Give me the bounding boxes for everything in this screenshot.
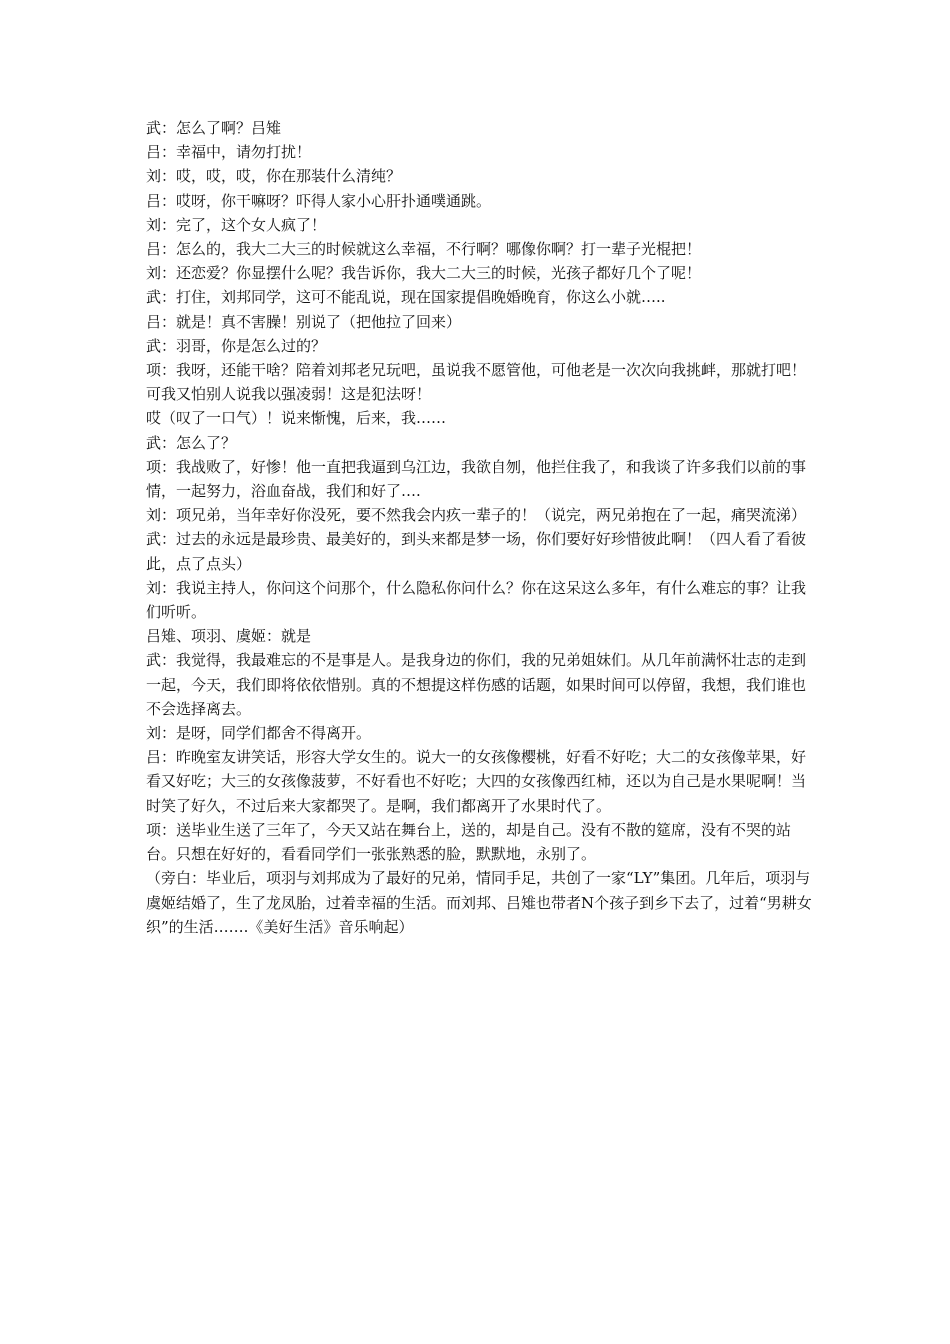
dialogue-line: 项：送毕业生送了三年了，今天又站在舞台上，送的，却是自己。没有不散的筵席，没有不哭的站台。只想在好好的，看看同学们一张张熟悉的脸，默默地，永别了。 xyxy=(146,820,792,864)
dialogue-line: 刘：项兄弟，当年幸好你没死，要不然我会内疚一辈子的！（说完，两兄弟抱在了一起，痛哭流涕） xyxy=(146,506,807,525)
dialogue-line: 吕：昨晚室友讲笑话，形容大学女生的。说大一的女孩像樱桃，好看不好吃；大二的女孩像苹果，好看又好吃；大三的女孩像菠萝，不好看也不好吃；大四的女孩像西红柿，还以为自己是水果呢啊！当时笑了好久，不过后来大家都哭了。是啊，我们都离开了水果时代了。 xyxy=(146,748,807,815)
dialogue-line: 武：我觉得，我最难忘的不是事是人。是我身边的你们，我的兄弟姐妹们。从几年前满怀壮志的走到一起，今天，我们即将依依惜别。真的不想提这样伤感的话题，如果时间可以停留，我想，我们谁也不会选择离去。 xyxy=(146,651,807,718)
dialogue-line: 刘：我说主持人，你问这个问那个，什么隐私你问什么？你在这呆这么多年，有什么难忘的事？让我们听听。 xyxy=(146,578,807,622)
dialogue-line: 吕：就是！真不害臊！别说了（把他拉了回来） xyxy=(146,312,462,331)
dialogue-line: 武：打住，刘邦同学，这可不能乱说，现在国家提倡晚婚晚育，你这么小就….. xyxy=(146,288,666,307)
dialogue-line: 刘：哎，哎，哎，你在那装什么清纯？ xyxy=(146,167,402,186)
dialogue-line: 吕雉、项羽、虞姬：就是 xyxy=(146,627,312,646)
dialogue-line: 武：怎么了？ xyxy=(146,433,237,452)
dialogue-line: 项：我战败了，好惨！他一直把我逼到乌江边，我欲自刎，他拦住我了，和我谈了许多我们以前的事情，一起努力，浴血奋战，我们和好了…. xyxy=(146,457,807,501)
dialogue-line: 吕：哎呀，你干嘛呀？吓得人家小心肝扑通噗通跳。 xyxy=(146,191,492,210)
narration-line: （旁白：毕业后，项羽与刘邦成为了最好的兄弟，情同手足，共创了一家“LY”集团。几年后，项羽与虞姬结婚了，生了龙凤胎，过着幸福的生活。而刘邦、吕雉也带者N个孩子到乡下去了，过着“男耕女织”的生活…….《美好生活》音乐响起） xyxy=(146,869,812,936)
dialogue-line: 吕：幸福中，请勿打扰！ xyxy=(146,143,312,162)
dialogue-line: 吕：怎么的，我大二大三的时候就这么幸福，不行啊？哪像你啊？打一辈子光棍把！ xyxy=(146,240,702,259)
dialogue-line: 武：羽哥，你是怎么过的？ xyxy=(146,336,327,355)
dialogue-line: 刘：还恋爱？你显摆什么呢？我告诉你，我大二大三的时候，光孩子都好几个了呢！ xyxy=(146,264,702,283)
dialogue-line: 哎（叹了一口气）！说来惭愧，后来，我…… xyxy=(146,409,447,428)
dialogue-line: 武：过去的永远是最珍贵、最美好的，到头来都是梦一场，你们要好好珍惜彼此啊！（四人看了看彼此，点了点头） xyxy=(146,530,807,573)
dialogue-line: 项：我呀，还能干啥？陪着刘邦老兄玩吧，虽说我不愿管他，可他老是一次次向我挑衅，那就打吧！可我又怕别人说我以强凌弱！这是犯法呀！ xyxy=(146,361,807,404)
script-text xyxy=(146,116,820,939)
dialogue-line: 武：怎么了啊？吕雉 xyxy=(146,119,282,137)
dialogue-line: 刘：完了，这个女人疯了！ xyxy=(146,215,327,234)
dialogue-line: 刘：是呀，同学们都舍不得离开。 xyxy=(146,724,372,743)
